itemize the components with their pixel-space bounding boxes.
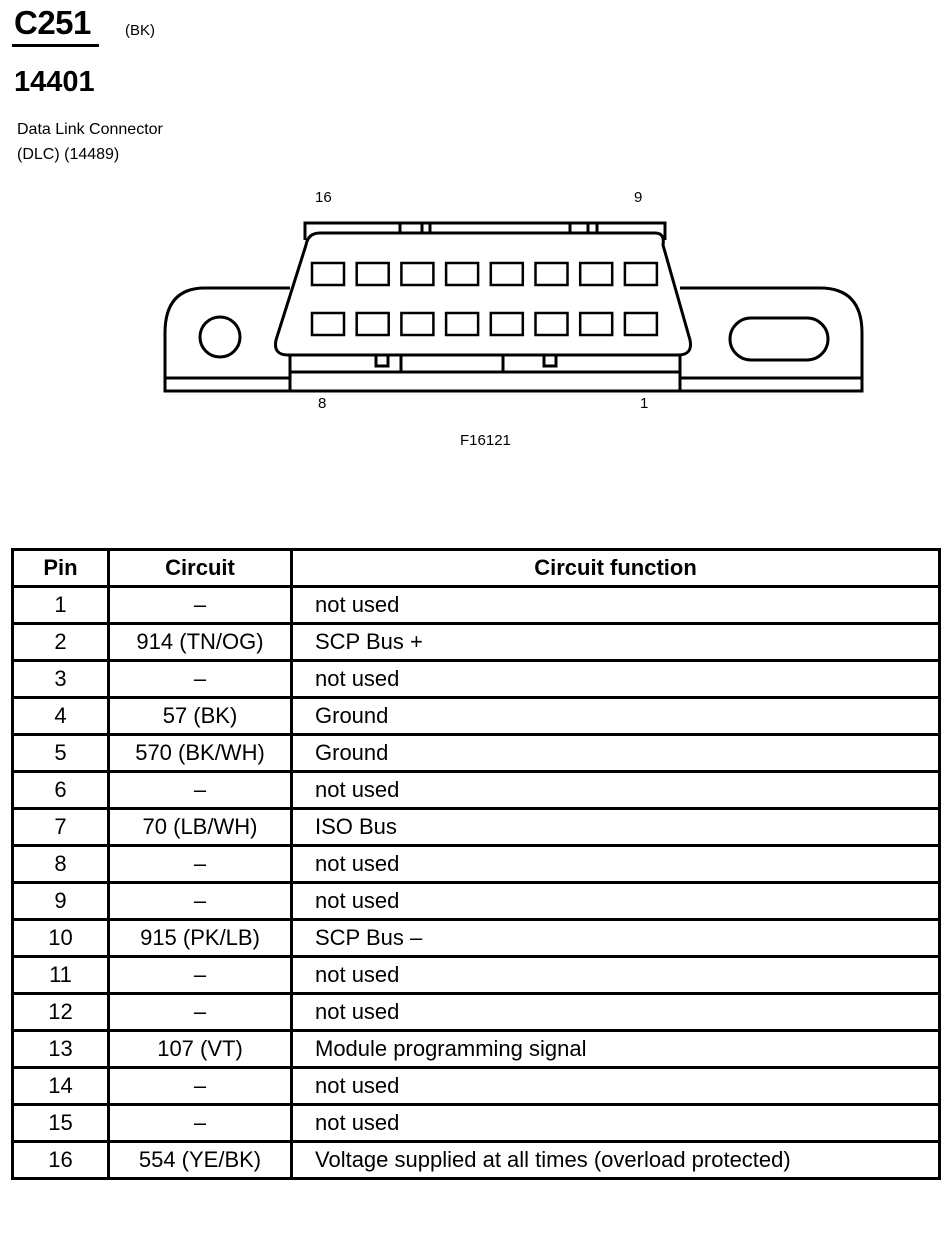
function-cell: not used [292,661,940,698]
table-row [13,920,940,957]
function-cell: SCP Bus – [292,920,940,957]
pin-table-body [13,587,940,1179]
table-row [13,1105,940,1142]
header-circuit-function: Circuit function [292,550,940,587]
function-cell: not used [292,883,940,920]
pin-cell: 8 [13,846,109,883]
connector-color: (BK) [125,22,155,39]
circuit-cell: 70 (LB/WH) [109,809,292,846]
function-cell: Voltage supplied at all times (overload protected) [292,1142,940,1179]
pin-cell: 11 [13,957,109,994]
function-cell: not used [292,587,940,624]
pin-label-top-right: 9 [634,189,643,206]
circuit-cell: 570 (BK/WH) [109,735,292,772]
left-mounting-hole [200,317,240,357]
table-row [13,624,940,661]
right-mounting-slot [730,318,828,360]
table-row [13,883,940,920]
function-cell: not used [292,957,940,994]
function-cell: not used [292,1105,940,1142]
pin-cell: 5 [13,735,109,772]
function-cell: not used [292,1068,940,1105]
description-line-1: Data Link Connector [17,121,163,138]
table-row [13,994,940,1031]
pin-cell: 3 [13,661,109,698]
table-row [13,735,940,772]
pin-label-top-left: 16 [315,189,332,206]
function-cell: Ground [292,735,940,772]
circuit-cell: – [109,1068,292,1105]
table-row [13,809,940,846]
table-header-row [13,550,940,587]
part-number: 14401 [14,66,95,98]
function-cell: ISO Bus [292,809,940,846]
function-cell: Module programming signal [292,1031,940,1068]
pin-cell: 12 [13,994,109,1031]
pin-cell: 4 [13,698,109,735]
table-row [13,587,940,624]
circuit-cell: 107 (VT) [109,1031,292,1068]
table-row [13,698,940,735]
right-mounting-ear [680,288,862,391]
pin-table [11,548,941,1180]
circuit-cell: – [109,994,292,1031]
pin-cell: 7 [13,809,109,846]
table-row [13,1031,940,1068]
circuit-cell: – [109,883,292,920]
figure-code: F16121 [460,432,511,449]
table-row [13,957,940,994]
function-cell: not used [292,846,940,883]
circuit-cell: – [109,661,292,698]
pin-cell: 6 [13,772,109,809]
header-pin: Pin [13,550,109,587]
circuit-cell: – [109,1105,292,1142]
pin-label-bottom-left: 8 [318,395,327,412]
circuit-cell: – [109,587,292,624]
pin-label-bottom-right: 1 [640,395,649,412]
table-row [13,661,940,698]
circuit-cell: 57 (BK) [109,698,292,735]
function-cell: Ground [292,698,940,735]
circuit-cell: – [109,957,292,994]
pin-cell: 13 [13,1031,109,1068]
connector-shell [276,233,691,355]
pin-cell: 10 [13,920,109,957]
pin-cell: 9 [13,883,109,920]
description-line-2: (DLC) (14489) [17,146,120,163]
function-cell: not used [292,772,940,809]
header-circuit: Circuit [109,550,292,587]
table-row [13,846,940,883]
pin-cell: 16 [13,1142,109,1179]
table-row [13,1142,940,1179]
circuit-cell: 914 (TN/OG) [109,624,292,661]
circuit-cell: – [109,846,292,883]
function-cell: not used [292,994,940,1031]
pin-cell: 15 [13,1105,109,1142]
table-row [13,1068,940,1105]
function-cell: SCP Bus + [292,624,940,661]
circuit-cell: 554 (YE/BK) [109,1142,292,1179]
circuit-cell: – [109,772,292,809]
connector-id-underline [12,44,99,47]
pin-cell: 1 [13,587,109,624]
dlc-connector-diagram [160,215,870,400]
left-mounting-ear [165,288,290,391]
circuit-cell: 915 (PK/LB) [109,920,292,957]
pin-cell: 14 [13,1068,109,1105]
connector-id: C251 [14,4,91,41]
pin-cell: 2 [13,624,109,661]
table-row [13,772,940,809]
